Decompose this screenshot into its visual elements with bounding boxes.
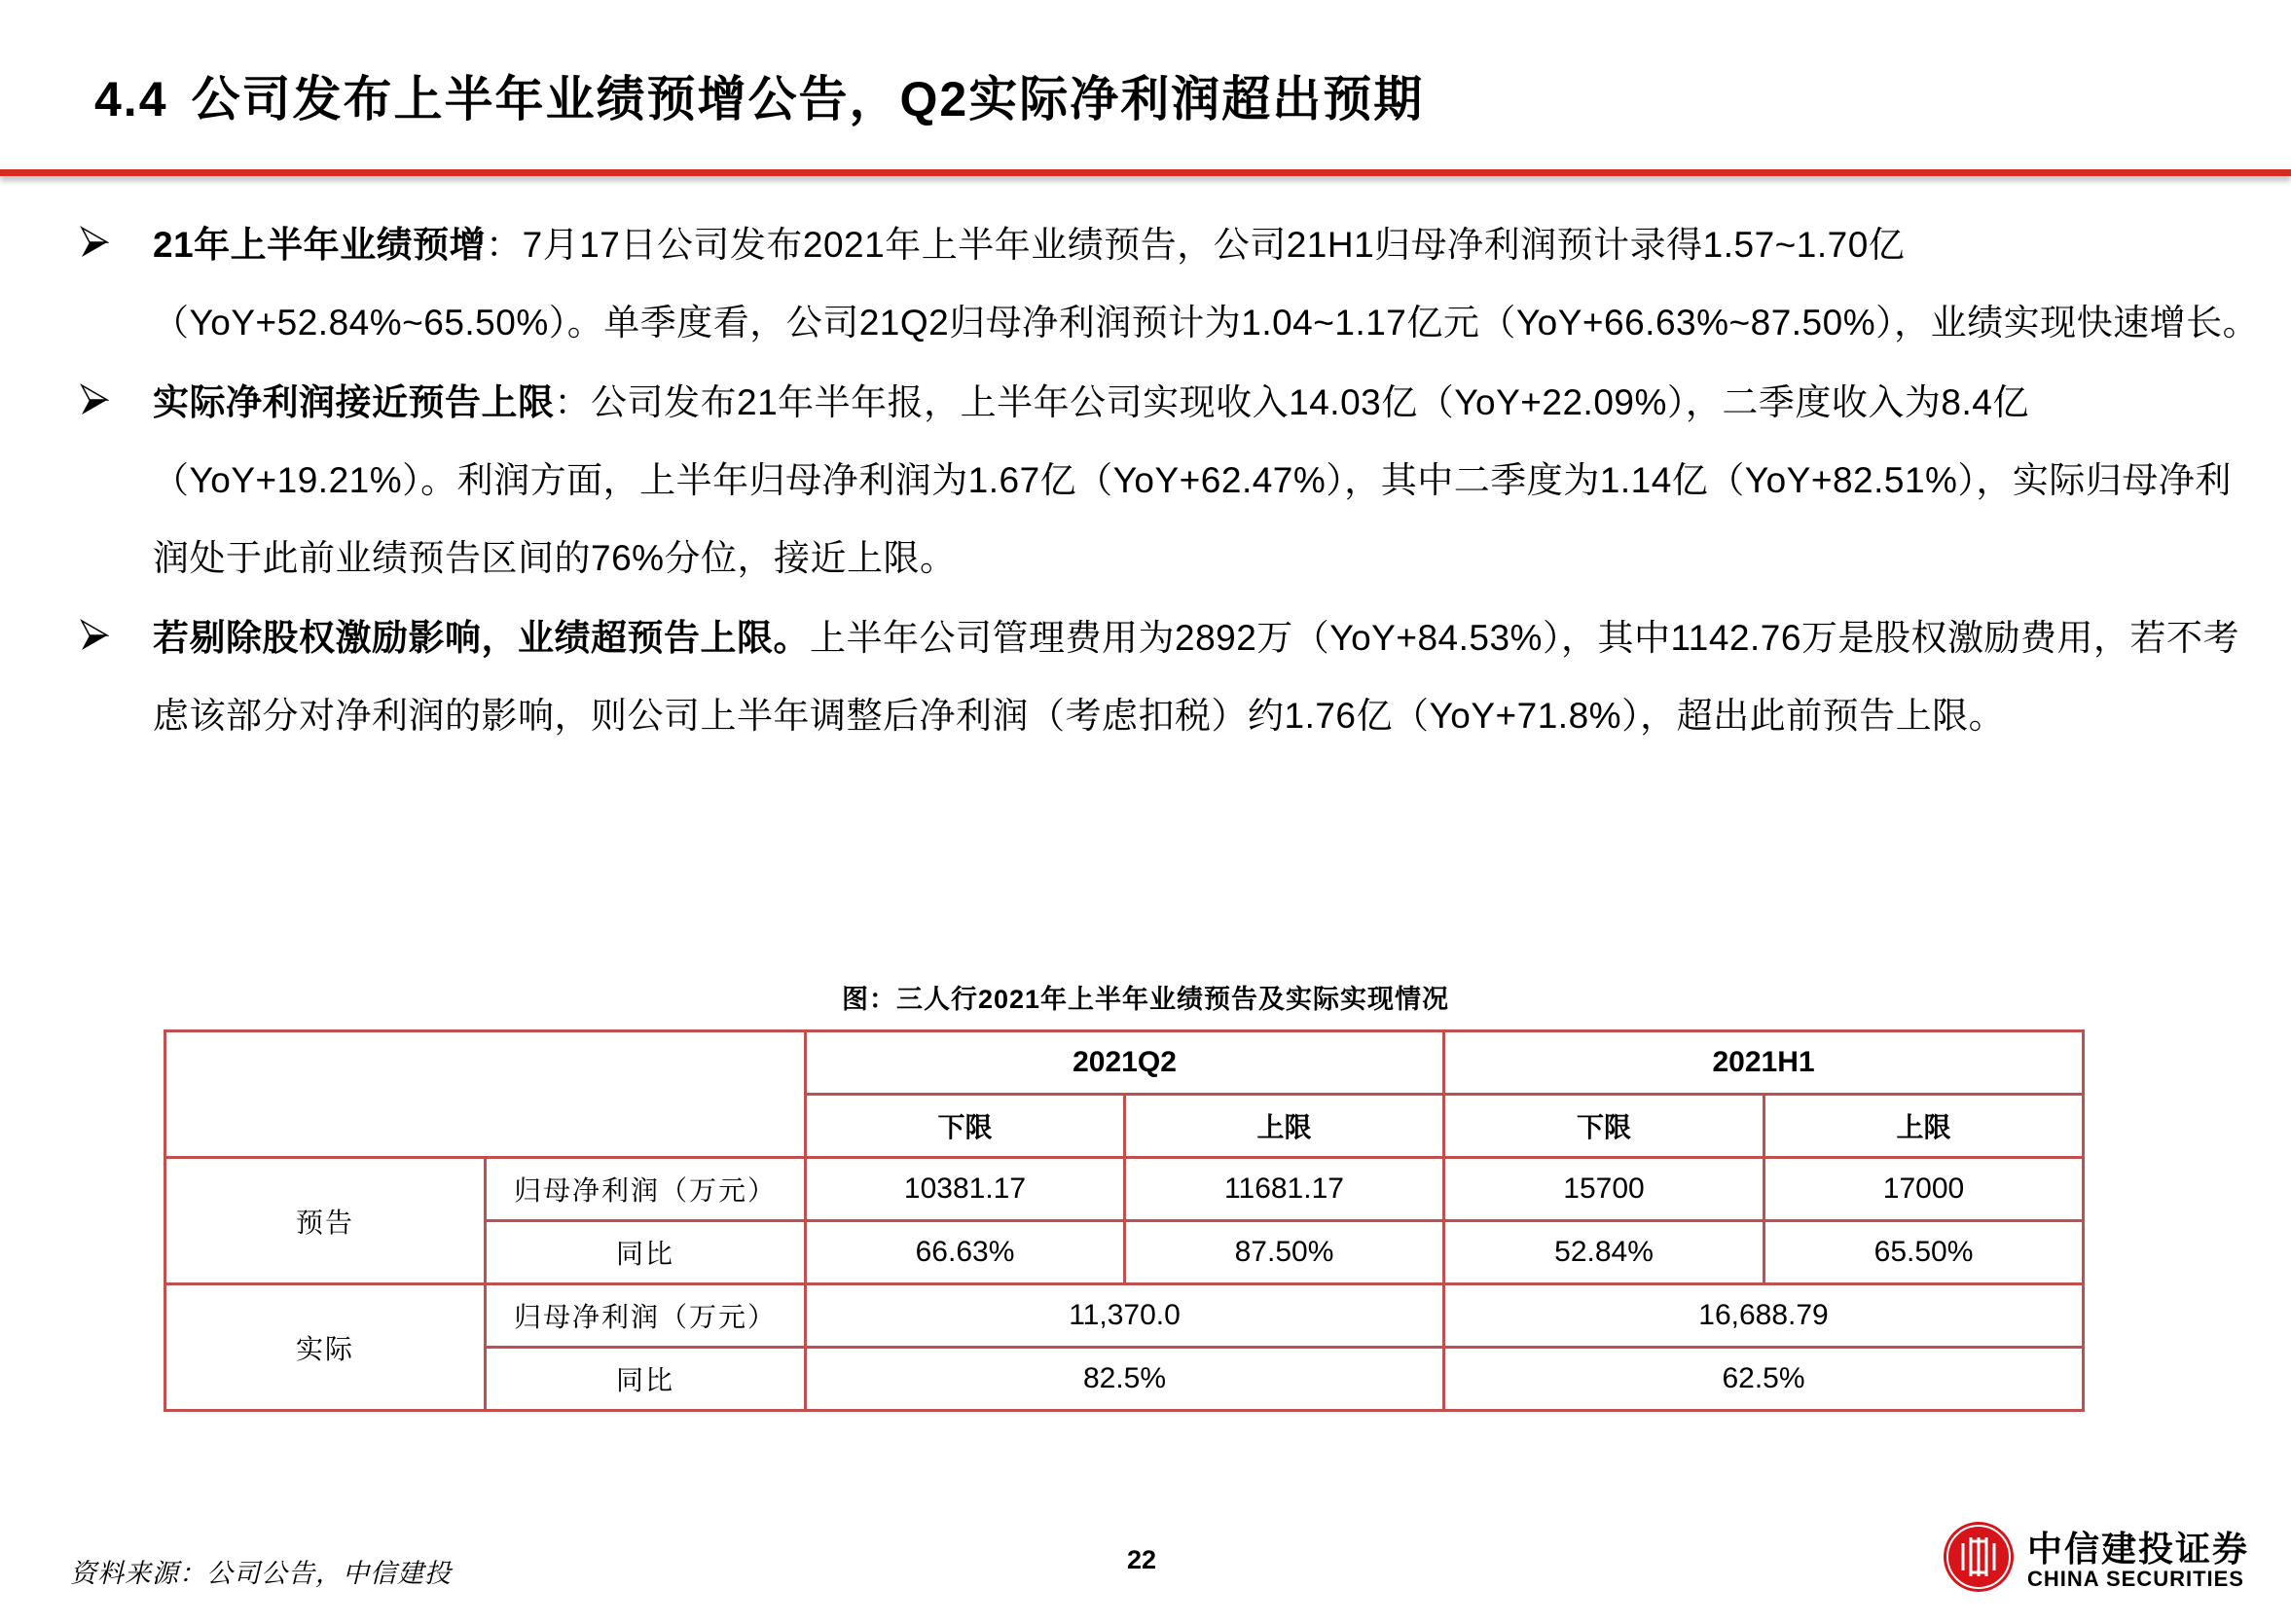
bound-header: 上限 bbox=[1764, 1095, 2084, 1158]
arrow-bullet-icon bbox=[80, 619, 109, 652]
table-corner-cell bbox=[165, 1031, 806, 1158]
bullet-lead: 21年上半年业绩预增 bbox=[153, 225, 487, 265]
bullet-body: 上半年公司管理费用为2892万（YoY+84.53%），其中1142.76万是股权激励费用，若不考虑该部分对净利润的影响，则公司上半年调整后净利润（考虑扣税）约1.76亿（YoY+71.8%），超出此前预告上限。 bbox=[153, 618, 2239, 736]
table-cell: 82.5% bbox=[806, 1348, 1444, 1411]
bullet-body: ：公司发布21年半年报，上半年公司实现收入14.03亿（YoY+22.09%），二季度收入为8.4亿（YoY+19.21%）。利润方面，上半年归母净利润为1.67亿（YoY+62.47%），其中二季度为1.14亿（YoY+82.51%），实际归母净利润处于此前业绩预告区间的76%分位，接近上限。 bbox=[153, 382, 2232, 578]
table-row bbox=[165, 1158, 2084, 1221]
bound-header: 下限 bbox=[806, 1095, 1125, 1158]
period-header-h1: 2021H1 bbox=[1444, 1031, 2084, 1095]
bullet-list bbox=[0, 206, 2291, 757]
logo-english-name: CHINA SECURITIES bbox=[2027, 1567, 2244, 1591]
table-row bbox=[165, 1284, 2084, 1348]
metric-label: 归母净利润（万元） bbox=[486, 1158, 806, 1221]
citic-logo-icon bbox=[1942, 1520, 2016, 1594]
metric-label: 归母净利润（万元） bbox=[486, 1284, 806, 1348]
source-note: 资料来源：公司公告，中信建投 bbox=[70, 1559, 452, 1588]
company-logo bbox=[1942, 1518, 2273, 1596]
forecast-vs-actual-table bbox=[164, 1029, 2085, 1412]
bullet-body: ：7月17日公司发布2021年上半年业绩预告，公司21H1归母净利润预计录得1.57~1.70亿（YoY+52.84%~65.50%）。单季度看，公司21Q2归母净利润预计为1.04~1.17亿元（YoY+66.63%~87.50%），业绩实现快速增长。 bbox=[153, 225, 2260, 343]
table-cell: 62.5% bbox=[1444, 1348, 2084, 1411]
page-number: 22 bbox=[1127, 1545, 1157, 1574]
table-cell: 16,688.79 bbox=[1444, 1284, 2084, 1348]
table-caption: 图：三人行2021年上半年业绩预告及实际实现情况 bbox=[841, 985, 1450, 1014]
bullet-text bbox=[153, 364, 2262, 597]
bullet-lead: 实际净利润接近预告上限 bbox=[153, 382, 555, 422]
metric-label: 同比 bbox=[486, 1221, 806, 1284]
bound-header: 上限 bbox=[1125, 1095, 1444, 1158]
table-cell: 17000 bbox=[1764, 1158, 2084, 1221]
group-label-forecast: 预告 bbox=[165, 1158, 486, 1284]
title-divider bbox=[0, 169, 2291, 176]
table-header-row bbox=[165, 1031, 2084, 1095]
group-label-actual: 实际 bbox=[165, 1284, 486, 1411]
table-cell: 52.84% bbox=[1444, 1221, 1764, 1284]
bullet-item bbox=[0, 599, 2291, 755]
arrow-bullet-icon bbox=[80, 226, 109, 259]
table-cell: 11681.17 bbox=[1125, 1158, 1444, 1221]
table-cell: 66.63% bbox=[806, 1221, 1125, 1284]
table-cell: 65.50% bbox=[1764, 1221, 2084, 1284]
page-title bbox=[94, 60, 1424, 138]
period-header-q2: 2021Q2 bbox=[806, 1031, 1444, 1095]
table-cell: 15700 bbox=[1444, 1158, 1764, 1221]
metric-label: 同比 bbox=[486, 1348, 806, 1411]
section-number: 4.4 bbox=[94, 72, 168, 126]
title-text: 公司发布上半年业绩预增公告，Q2实际净利润超出预期 bbox=[191, 72, 1425, 126]
table-cell: 10381.17 bbox=[806, 1158, 1125, 1221]
bullet-item bbox=[0, 364, 2291, 597]
bullet-text bbox=[153, 599, 2262, 755]
logo-chinese-name: 中信建投证券 bbox=[2027, 1529, 2250, 1569]
arrow-bullet-icon bbox=[80, 383, 109, 416]
bound-header: 下限 bbox=[1444, 1095, 1764, 1158]
bullet-text bbox=[153, 206, 2262, 362]
table-cell: 11,370.0 bbox=[806, 1284, 1444, 1348]
table-cell: 87.50% bbox=[1125, 1221, 1444, 1284]
bullet-lead: 若剔除股权激励影响，业绩超预告上限。 bbox=[153, 618, 810, 658]
bullet-item bbox=[0, 206, 2291, 362]
